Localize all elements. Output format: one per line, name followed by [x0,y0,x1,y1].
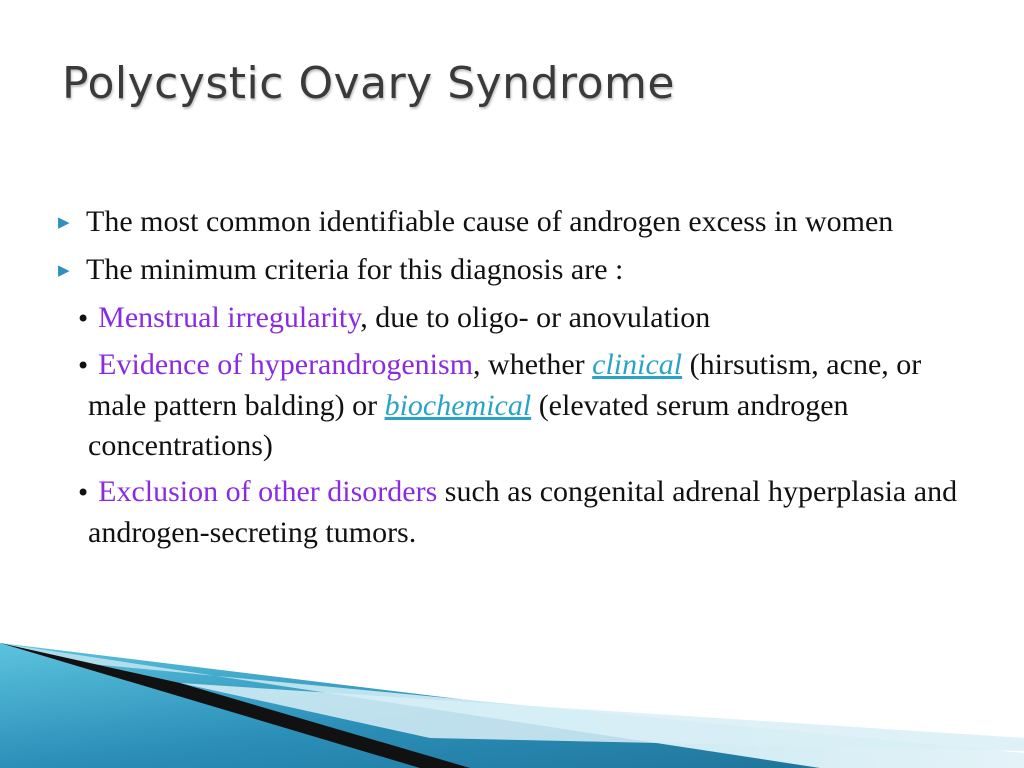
bullet-text: The most common identifiable cause of androgen excess in women [86,205,894,238]
criteria-item [56,298,976,339]
criteria-text: such as congenital adrenal hyperplasia and androgen-secreting tumors. [88,475,958,549]
criteria-text: (hirsutism, acne, or male pattern balding) or [88,348,922,422]
criteria-item [56,345,976,466]
criteria-item [56,472,976,553]
criteria-text: (elevated serum androgen concentrations) [88,389,849,462]
bullet-dot-icon: • [76,479,91,507]
triangle-right-icon: ▶ [58,261,70,279]
slide-title: Polycystic Ovary Syndrome [62,58,675,109]
triangle-right-icon: ▶ [58,213,70,231]
criteria-emphasis: Exclusion of other disorders [98,475,438,508]
decorative-swoosh [0,643,1024,768]
bullet-text: The minimum criteria for this diagnosis are : [86,253,624,286]
criteria-text: , whether [473,348,593,381]
criteria-emphasis: Evidence of hyperandrogenism [98,348,474,381]
criteria-text: , due to oligo- or anovulation [360,301,711,334]
bullet-dot-icon: • [76,305,91,333]
biochemical-link[interactable]: biochemical [384,389,532,422]
bullet-item [56,250,976,290]
criteria-emphasis: Menstrual irregularity [98,301,361,334]
clinical-link[interactable]: clinical [592,348,683,381]
bullet-item [56,202,976,242]
bullet-dot-icon: • [76,352,91,380]
slide-body [56,202,976,559]
